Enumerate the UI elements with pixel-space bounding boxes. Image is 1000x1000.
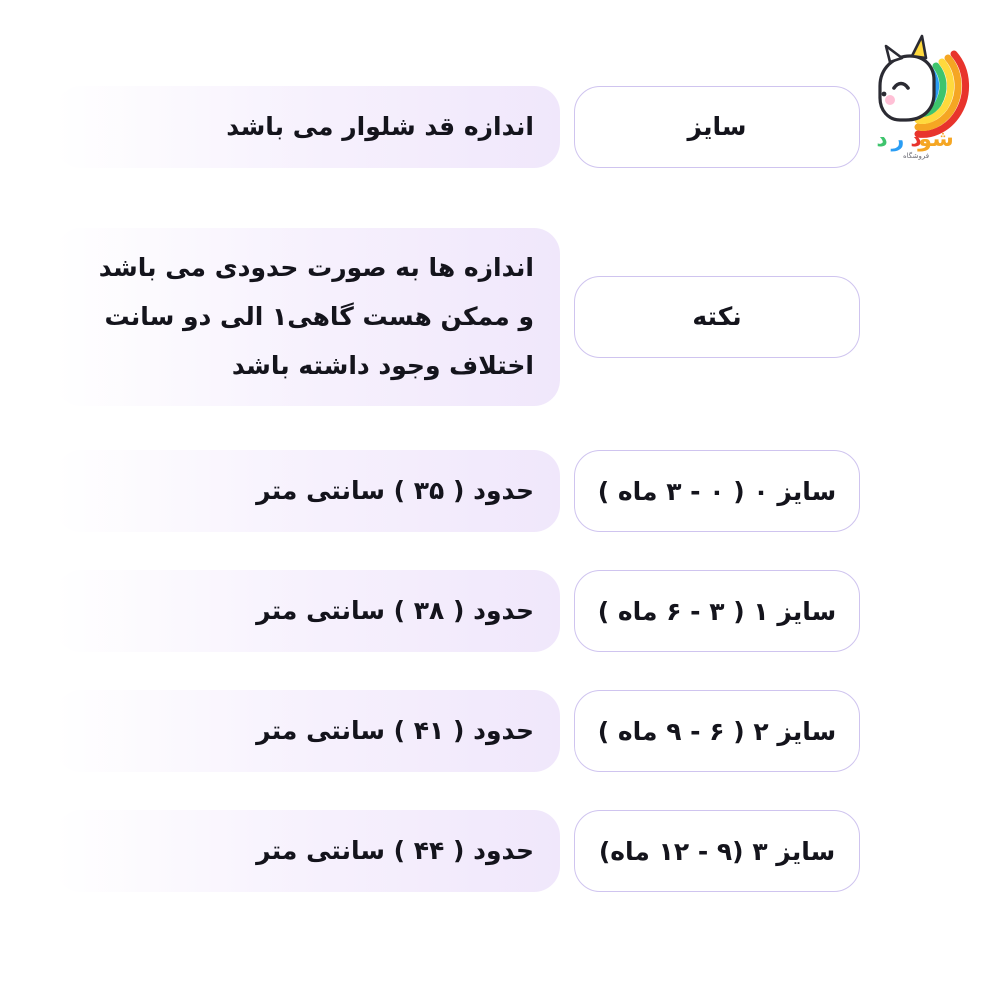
row-value-text: حدود ( ۴۴ ) سانتی متر [256,835,534,865]
row-value-text: اندازه ها به صورت حدودی می باشد و ممکن هست گاهی۱ الی دو سانت اختلاف وجود داشته باشد [98,253,534,380]
svg-text:ر: ر [891,127,905,152]
row-label: سایز [574,86,860,168]
row-label: نکته [574,276,860,358]
row-label: سایز ۱ ( ۳ - ۶ ماه ) [574,570,860,652]
row-value-text: حدود ( ۳۵ ) سانتی متر [256,475,534,505]
size-chart-table [60,86,860,930]
row-value [55,450,560,532]
unicorn-logo [860,34,972,160]
table-row [60,450,860,532]
svg-text:د: د [876,127,888,152]
row-value-text: اندازه قد شلوار می باشد [226,111,534,141]
row-value [55,86,560,168]
table-row [60,690,860,772]
table-row [60,86,860,168]
table-row [60,570,860,652]
row-label: سایز ۳ (۹ - ۱۲ ماه) [574,810,860,892]
row-value [55,228,560,406]
svg-text:فروشگاه: فروشگاه [902,152,930,160]
table-row [60,810,860,892]
svg-text:شو: شو [918,127,954,152]
row-value [55,690,560,772]
row-label: سایز ۲ ( ۶ - ۹ ماه ) [574,690,860,772]
row-value [55,570,560,652]
row-value [55,810,560,892]
row-value-text: حدود ( ۴۱ ) سانتی متر [256,715,534,745]
table-row [60,228,860,406]
row-value-text: حدود ( ۳۸ ) سانتی متر [256,595,534,625]
row-label: سایز ۰ ( ۰ - ۳ ماه ) [574,450,860,532]
svg-text:د: د [910,127,922,152]
